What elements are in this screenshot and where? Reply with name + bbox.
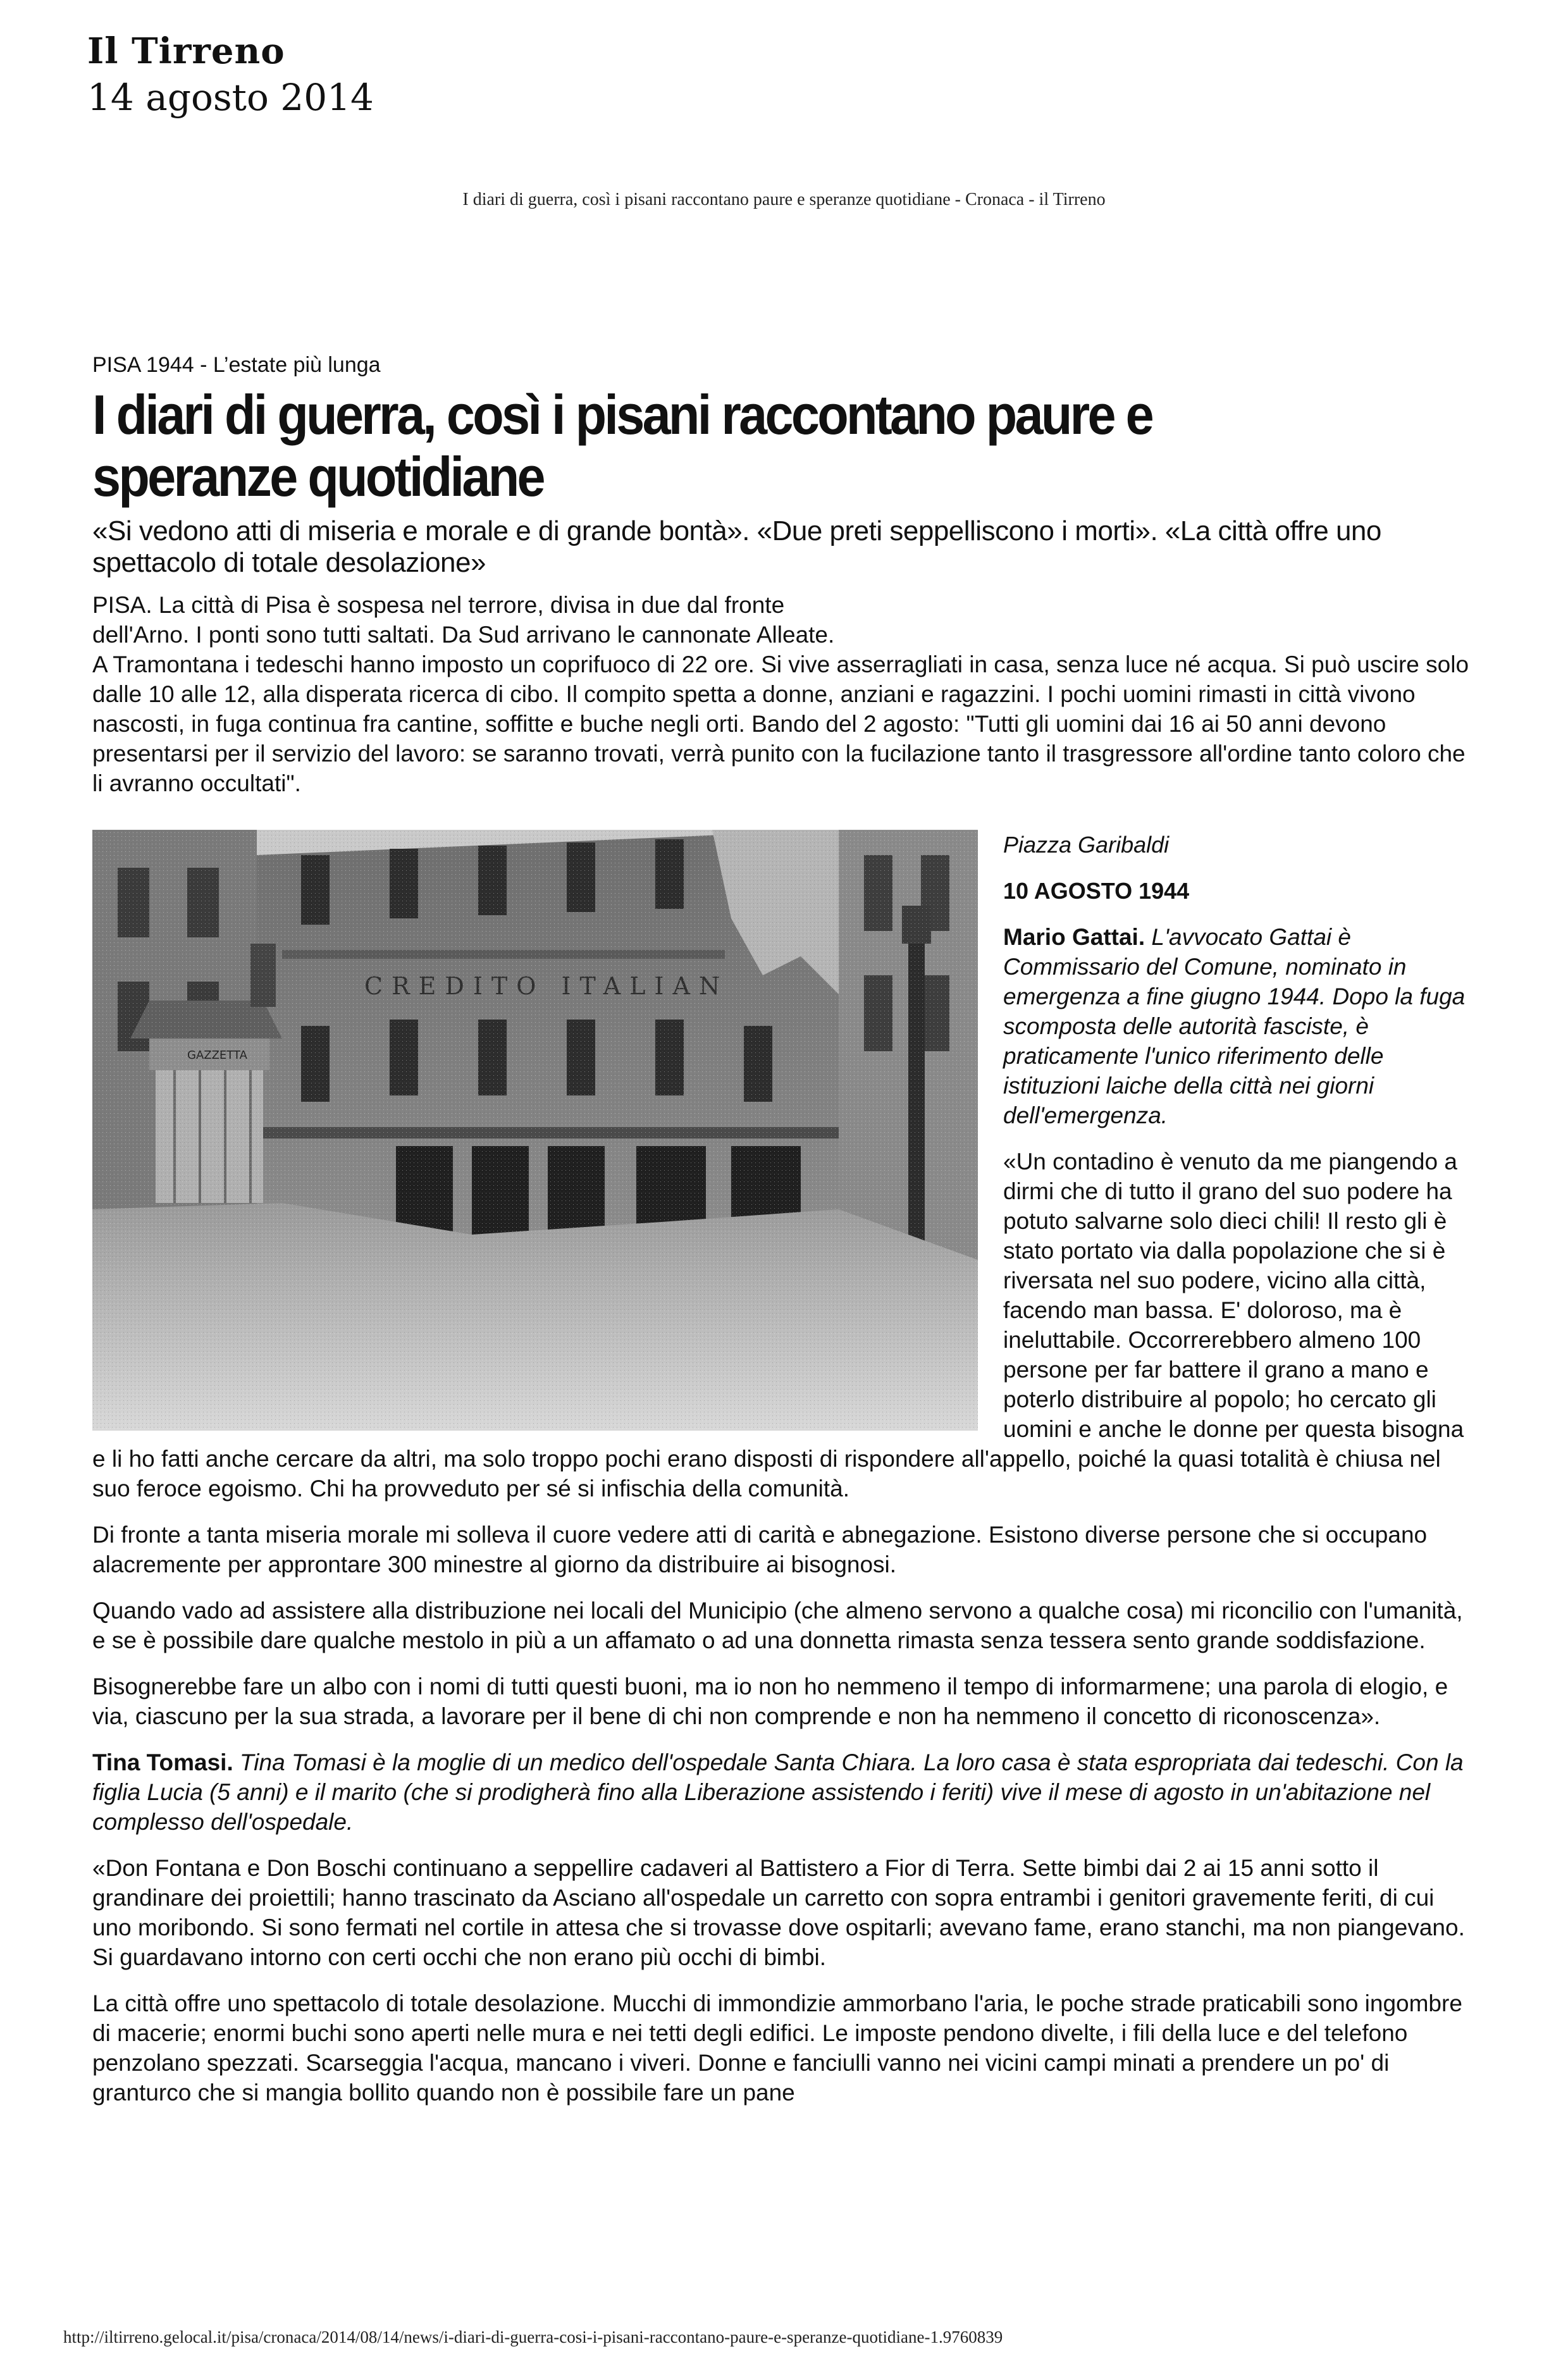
lead-paragraph: A Tramontana i tedeschi hanno imposto un coprifuoco di 22 ore. Si vive asserragliati in casa, senza luce né acqua. Si può uscire solo dalle 10 alle 12, alla disperata ricerca di cibo. Il compito spetta a donne, anziani e ragazzini. I pochi uomini rimasti in città vivono nascosti, in fuga continua fra cantine, soffitte e buche negli orti. Bando del 2 agosto: "Tutti gli uomini dai 16 ai 50 anni devono presentarsi per il servizio del lavoro: se saranno trovati, verrà punito con la fucilazione tanto il trasgressore all'ordine tanto coloro che li avranno occultati". [92,651,1469,796]
tomasi-paragraph-1: «Don Fontana e Don Boschi continuano a seppellire cadaveri al Battistero a Fior di Terra. Sette bimbi dai 2 ai 15 anni sotto il grandinare dei proiettili; hanno trascinato da Asciano all'ospedale un carretto con sopra entrambi i genitori gravemente feriti, di cui uno moribondo. Si sono fermati nel cortile in attesa che si trovasse dove ospitarli; avevano fame, erano stanchi, ma non piangevano. Si guardavano intorno con certi occhi che non erano più occhi di bimbi. [92,1855,1465,1970]
gattai-name: Mario Gattai. [1003,924,1145,950]
photo-caption-place: Piazza Garibaldi [1003,832,1170,858]
tomasi-name: Tina Tomasi. [92,1749,233,1775]
gattai-paragraph-3: Quando vado ad assistere alla distribuzione nei locali del Municipio (che almeno servono a qualche cosa) mi riconcilio con l'umanità, e se è possibile dare qualche mestolo in più a un affamato o ad una donnetta rimasta senza tessera sento grande soddisfazione. [92,1598,1463,1653]
gattai-paragraph-4: Bisognerebbe fare un albo con i nomi di tutti questi buoni, ma io non ho nemmeno il tempo di informarmene; una parola di elogio, e via, ciascuno per la sua strada, a lavorare per il bene di chi non comprende e non ha nemmeno il concetto di riconoscenza». [92,1674,1448,1729]
masthead [87,29,374,121]
gattai-intro: L'avvocato Gattai è Commissario del Comune, nominato in emergenza a fine giugno 1944. Dopo la fuga scomposta delle autorità fasciste, è praticamente l'unico riferimento delle istituzioni laiche della città nei giorni dell'emergenza. [1003,924,1466,1128]
photo-piazza-garibaldi [92,830,978,1431]
tomasi-paragraph-2: La città offre uno spettacolo di totale desolazione. Mucchi di immondizie ammorbano l'aria, le poche strade praticabili sono ingombre di macerie; enormi buchi sono aperti nelle mura e nei tetti degli edifici. Le imposte pendono divelte, i fili della luce e del telefono penzolano spezzati. Scarseggia l'acqua, mancano i viveri. Donne e fanciulli vanno nei vicini campi minati a prendere un po' di granturco che si mangia bollito quando non è possibile fare un pane [92,1990,1462,2106]
footer-source-url: http://iltirreno.gelocal.it/pisa/cronaca/2014/08/14/news/i-diari-di-guerra-cosi-i-pisani-raccontano-paure-e-speranze-quotidiane-1.9760839 [63,2328,1003,2346]
dateline: 10 AGOSTO 1944 [1003,878,1190,904]
article-headline [92,384,1402,508]
article-kicker: PISA 1944 - L’estate più lunga [92,353,381,377]
figure-block [92,830,1479,2107]
lead-line-1: PISA. La città di Pisa è sospesa nel terrore, divisa in due dal fronte [92,592,785,618]
article-subtitle: «Si vedono atti di miseria e morale e di grande bontà». «Due preti seppelliscono i morti». «La città offre uno spettacolo di totale desolazione» [92,515,1381,578]
headline-line-2: speranze quotidiane [92,445,543,508]
tomasi-intro-paragraph [92,1748,1479,1837]
page-header-title: I diari di guerra, così i pisani raccontano paure e speranze quotidiane - Cronaca - il Tirreno [462,190,1106,209]
article [92,351,1479,2124]
lead-line-2: dell'Arno. I ponti sono tutti saltati. Da Sud arrivano le cannonate Alleate. [92,622,835,648]
article-lead [92,590,1479,798]
tomasi-intro: Tina Tomasi è la moglie di un medico dell'ospedale Santa Chiara. La loro casa è stata espropriata dai tedeschi. Con la figlia Lucia (5 anni) e il marito (che si prodigherà fino alla Liberazione assistendo i feriti) vive il mese di agosto in un'abitazione nel complesso dell'ospedale. [92,1749,1464,1835]
headline-line-1: I diari di guerra, così i pisani raccontano paure e [92,383,1152,446]
gattai-paragraph-2: Di fronte a tanta miseria morale mi solleva il cuore vedere atti di carità e abnegazione. Esistono diverse persone che si occupano alacremente per approntare 300 minestre al giorno da distribuire ai bisognosi. [92,1522,1428,1577]
newspaper-name: Il Tirreno [87,30,285,72]
gattai-paragraph-1: «Un contadino è venuto da me piangendo a dirmi che di tutto il grano del suo podere ha potuto salvarne solo dieci chili! Il resto gli è stato portato via dalla popolazione che si è riversata nel suo podere, vicino alla città, facendo man bassa. E' doloroso, ma è ineluttabile. Occorrerebbero almeno 100 persone per far battere il grano a mano e poterlo distribuire al popolo; ho cercato gli uomini e anche le donne per questa bisogna e li ho fatti anche cercare da altri, ma solo troppo pochi erano disposti di rispondere all'appello, poiché la quasi totalità è chiusa nel suo feroce egoismo. Chi ha provveduto per sé si infischia della comunità. [92,1149,1464,1502]
publication-date: 14 agosto 2014 [87,76,374,119]
